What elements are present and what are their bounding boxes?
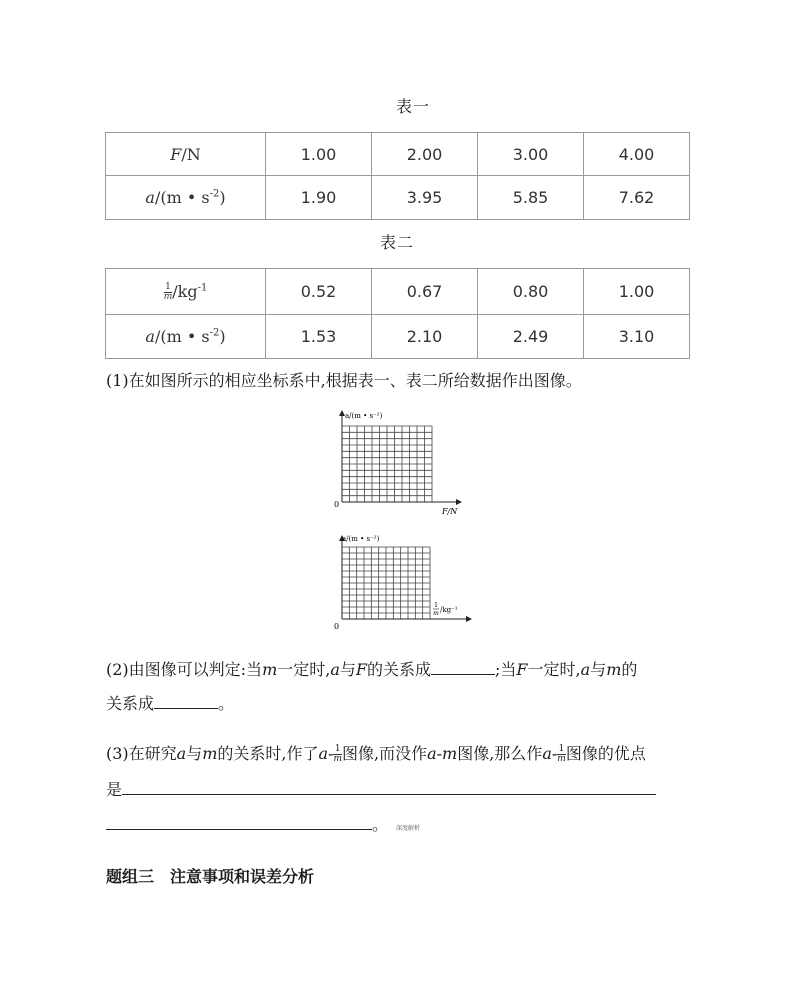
table2-row1-header: $\frac{1}{m}$ $/kg^{-1}$ [106, 269, 266, 315]
table2 [105, 268, 690, 359]
question-1: (1)在如图所示的相应坐标系中,根据表一、表二所给数据作出图像。 [106, 371, 582, 390]
answer-blank-1[interactable] [431, 674, 495, 675]
table-cell: 0.67 [372, 269, 478, 315]
graph1-x-arrow [456, 499, 462, 505]
table-cell: 2.10 [372, 315, 478, 359]
table-cell: 3.95 [372, 176, 478, 220]
graph1-origin: 0 [334, 500, 340, 509]
graph2-origin: 0 [334, 622, 340, 631]
table-cell: 1.53 [266, 315, 372, 359]
table-cell: 3.00 [478, 133, 584, 176]
table-cell: 1.00 [584, 269, 690, 315]
table-cell: 3.10 [584, 315, 690, 359]
graph2-xlabel-unit: /kg⁻¹ [440, 606, 458, 614]
graph2-grid [342, 547, 430, 619]
graph1-grid [342, 426, 432, 502]
table-cell: 2.49 [478, 315, 584, 359]
table2-caption: 表二 [380, 233, 415, 252]
answer-blank-2[interactable] [154, 708, 218, 709]
table-cell: 2.00 [372, 133, 478, 176]
graph2-xlabel-num: 1 [434, 602, 438, 609]
answer-blank-4[interactable] [106, 829, 372, 830]
table-cell: 5.85 [478, 176, 584, 220]
table-cell: 1.00 [266, 133, 372, 176]
table-row [106, 176, 690, 220]
table1-caption: 表一 [396, 97, 431, 116]
table1 [105, 132, 690, 220]
table1-row1-header: F/N [106, 133, 266, 176]
question-2-line2: 关系成 。 [106, 694, 235, 713]
table-cell: 0.80 [478, 269, 584, 315]
analysis-note[interactable]: 深度解析 [396, 825, 421, 832]
graph2-axes[interactable] [332, 533, 472, 633]
section-title: 题组三 注意事项和误差分析 [106, 867, 315, 886]
table-row [106, 133, 690, 176]
graph1-axes[interactable] [332, 408, 462, 518]
table2-row2-header: a/(m • $s^{-2}$) [106, 315, 266, 359]
table-row [106, 269, 690, 315]
table-row [106, 315, 690, 359]
answer-blank-3[interactable] [122, 794, 656, 795]
graph1-xlabel: F/N [442, 507, 458, 516]
graph2-xlabel-den: m [433, 610, 439, 617]
question-3-line3: 。 深度解析 [106, 814, 420, 840]
graph2-ylabel: a/(m • s⁻²) [342, 535, 380, 543]
table1-row2-header: a/(m • $s^{-2}$) [106, 176, 266, 220]
question-2-line1: (2)由图像可以判定:当m一定时,a与F的关系成 ;当F一定时,a与m的 [106, 660, 638, 679]
table-cell: 7.62 [584, 176, 690, 220]
question-3-line1: (3)在研究a与m的关系时,作了a- $\frac{1}{m}$ 图像,而没作a-m图像,那么作a- $\frac{1}{m}$ 图像的优点 [106, 744, 646, 764]
table-cell: 1.90 [266, 176, 372, 220]
table-cell: 0.52 [266, 269, 372, 315]
question-3-line2: 是 [106, 779, 656, 801]
table-cell: 4.00 [584, 133, 690, 176]
graph1-ylabel: a/(m • s⁻²) [345, 412, 383, 420]
graph2-x-arrow [466, 616, 472, 622]
